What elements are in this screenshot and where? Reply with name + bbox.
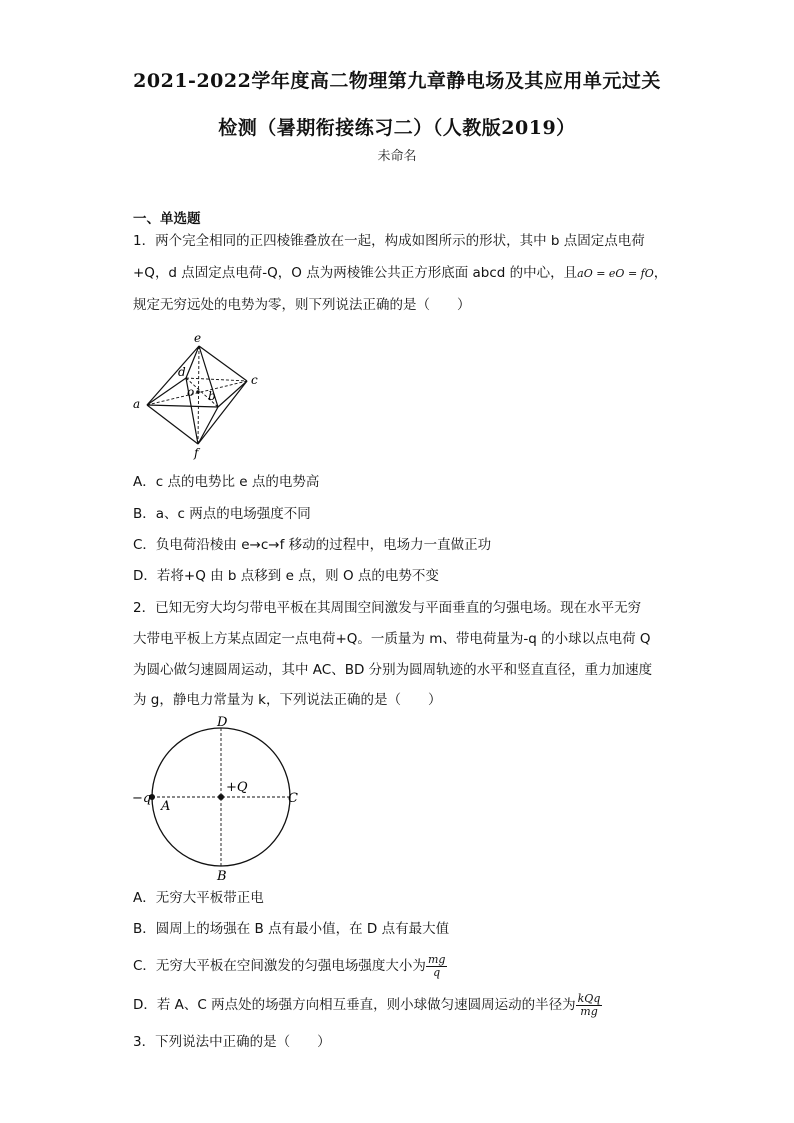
doc-subtitle: 未命名 <box>377 149 417 164</box>
q2-line4: 为 g，静电力常量为 k，下列说法正确的是（ ） <box>133 692 442 708</box>
q2-option-d <box>133 987 602 1023</box>
q1-option-c: C．负电荷沿棱由 e→c→f 移动的过程中，电场力一直做正功 <box>133 537 492 553</box>
q2-label-D: D <box>217 715 228 730</box>
q2-label-A: A <box>161 799 171 814</box>
q2-option-d-denominator: mg <box>580 1004 598 1018</box>
q1-line2-text: +Q，d 点固定点电荷-Q，O 点为两棱锥公共正方形底面 abcd 的中心，且 <box>133 265 578 281</box>
q1-label-c: c <box>251 373 258 387</box>
q2-option-d-text: D．若 A、C 两点处的场强方向相互垂直，则小球做匀速圆周运动的半径为 <box>133 997 576 1013</box>
q1-line3: 规定无穷远处的电势为零，则下列说法正确的是（ ） <box>133 297 471 313</box>
doc-title-line2: 检测（暑期衔接练习二）（人教版2019） <box>218 117 576 139</box>
q1-line2 <box>133 264 667 283</box>
q2-option-a: A．无穷大平板带正电 <box>133 890 264 906</box>
q2-option-c-denominator: q <box>433 965 441 979</box>
q2-label-minusq: −q <box>132 791 152 806</box>
q2-option-d-numerator: kQq <box>577 991 601 1005</box>
section-heading: 一、单选题 <box>133 211 201 227</box>
q1-line2-end: ， <box>653 265 668 281</box>
q1-line2-equation: aO = eO = fO <box>577 267 654 280</box>
q1-option-b: B．a、c 两点的电场强度不同 <box>133 506 311 522</box>
q2-line3: 为圆心做匀速圆周运动，其中 AC、BD 分别为圆周轨迹的水平和竖直直径，重力加速度 <box>133 662 653 678</box>
q1-label-o: o <box>187 385 195 399</box>
q1-option-d: D．若将+Q 由 b 点移到 e 点，则 O 点的电势不变 <box>133 568 439 584</box>
q2-label-plusQ: +Q <box>226 780 248 795</box>
q2-line2: 大带电平板上方某点固定一点电荷+Q。一质量为 m、带电荷量为-q 的小球以点电荷 Q <box>133 631 651 647</box>
q2-label-C: C <box>288 791 298 806</box>
q2-option-c-fraction <box>426 954 447 979</box>
q1-label-f: f <box>194 446 199 460</box>
q2-option-c-text: C．无穷大平板在空间激发的匀强电场强度大小为 <box>133 958 426 974</box>
q2-charge-Q <box>218 794 224 800</box>
q1-center-point <box>196 390 200 394</box>
q2-option-c <box>133 948 447 984</box>
q2-option-b: B．圆周上的场强在 B 点有最小值，在 D 点有最大值 <box>133 921 450 937</box>
q1-solid-edges <box>147 346 247 444</box>
q2-line1: 2．已知无穷大均匀带电平板在其周围空间激发与平面垂直的匀强电场。现在水平无穷 <box>133 600 642 616</box>
q1-label-b: b <box>208 389 216 403</box>
q2-circle-figure <box>128 712 308 882</box>
q1-option-a: A．c 点的电势比 e 点的电势高 <box>133 474 320 490</box>
q3-line1: 3．下列说法中正确的是（ ） <box>133 1034 331 1050</box>
q1-label-e: e <box>194 331 202 345</box>
q2-label-B: B <box>217 869 227 882</box>
doc-title-line1: 2021-2022学年度高二物理第九章静电场及其应用单元过关 <box>133 70 661 92</box>
q1-label-d: d <box>178 365 186 379</box>
q1-octahedron-figure <box>128 330 268 460</box>
q1-label-a: a <box>133 397 141 411</box>
q1-line1: 1．两个完全相同的正四棱锥叠放在一起，构成如图所示的形状，其中 b 点固定点电荷 <box>133 233 645 249</box>
q2-option-c-numerator: mg <box>427 952 446 966</box>
q2-option-d-fraction <box>576 993 603 1018</box>
